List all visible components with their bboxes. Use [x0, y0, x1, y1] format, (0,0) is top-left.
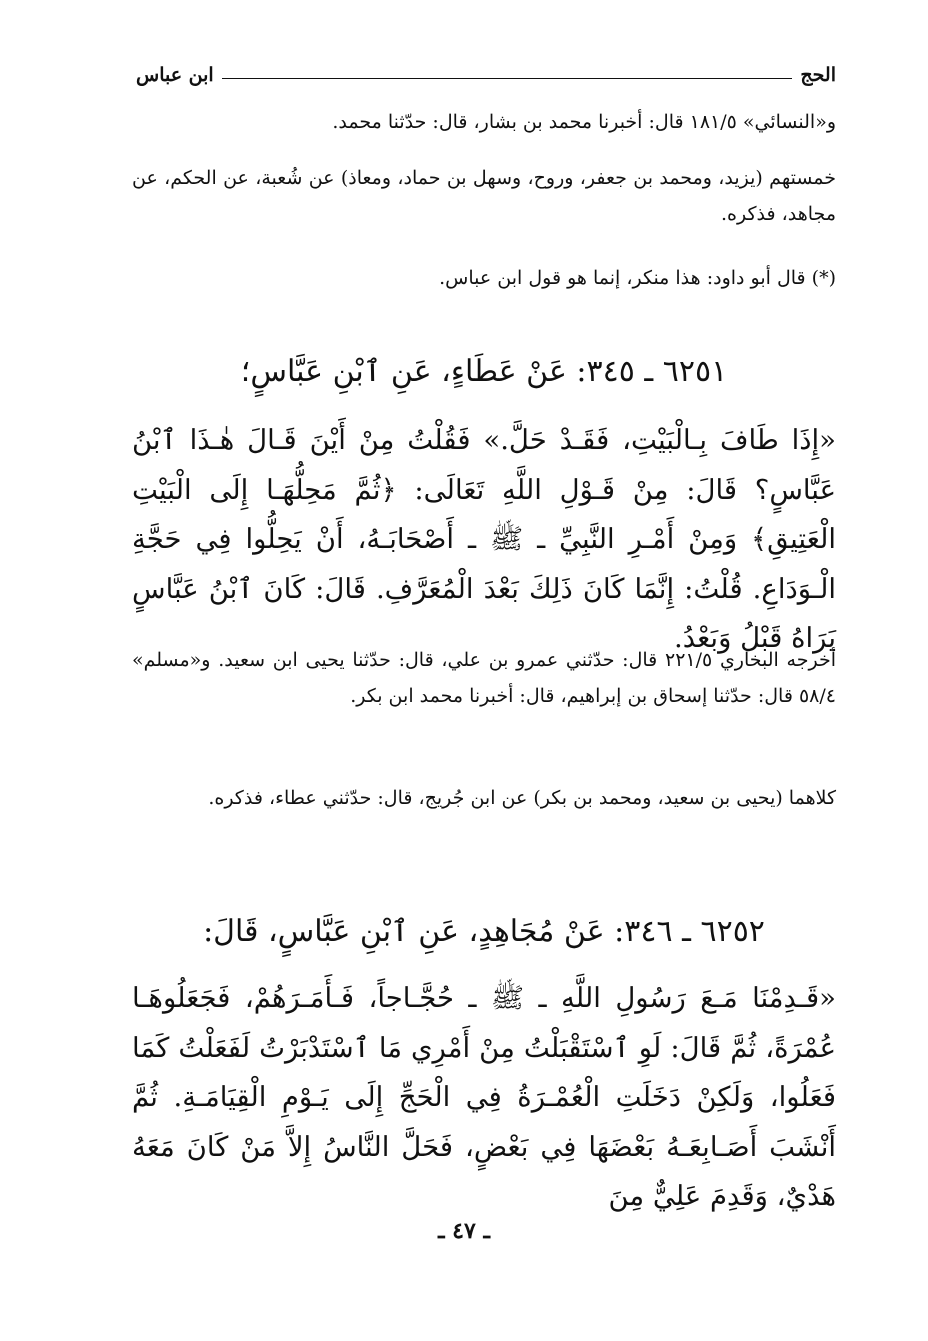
hadith-body: [132, 416, 836, 664]
footnote-nasai: و«النسائي» ١٨١/٥ قال: أخبرنا محمد بن بشار، قال: حدّثنا محمد.: [332, 111, 836, 133]
footnote-line: [132, 104, 836, 140]
footnote-chain-2: كلاهما (يحيى بن سعيد، ومحمد بن بكر) عن ابن جُريج، قال: حدّثني عطاء، فذكره.: [208, 787, 836, 809]
footnote-chain: خمستهم (يزيد، ومحمد بن جعفر، وروح، وسهل بن حماد، ومعاذ) عن شُعبة، عن الحكم، عن مجاهد، فذكره.: [132, 167, 836, 225]
footnote-paragraph: [132, 780, 836, 816]
hadith-body: [132, 974, 836, 1222]
hadith-6252-heading: ٦٢٥٢ ـ ٣٤٦: عَنْ مُجَاهِدٍ، عَنِ ٱبْنِ عَبَّاسٍ، قَالَ:: [203, 914, 765, 949]
hadith-6251-heading: ٦٢٥١ ـ ٣٤٥: عَنْ عَطَاءٍ، عَنِ ٱبْنِ عَبَّاسٍ؛: [240, 354, 728, 389]
footnote-paragraph: [132, 260, 836, 296]
header-subject: ابن عباس: [136, 64, 214, 86]
hadith-heading: [132, 912, 836, 952]
footnote-abu-dawud: (*) قال أبو داود: هذا منكر، إنما هو قول ابن عباس.: [439, 267, 836, 289]
hadith-heading: [132, 352, 836, 392]
hadith-6251-text: «إِذَا طَافَ بِـالْبَيْتِ، فَقَـدْ حَلَّ.» فَقُلْتُ مِنْ أَيْنَ قَـالَ هٰـذَا ٱبْنُ عَبَّاسٍ؟ قَالَ: مِنْ قَـوْلِ اللَّهِ تَعَالَى: ﴿ثُمَّ مَحِلُّهَـا إِلَى الْبَيْتِ الْعَتِيقِ﴾ وَمِنْ أَمْـرِ النَّبِيِّ ـ ﷺ ـ أَصْحَابَـهُ، أَنْ يَحِلُّوا فِي حَجَّةِ الْـوَدَاعِ. قُلْتُ: إِنَّمَا كَانَ ذَلِكَ بَعْدَ الْمُعَرَّفِ. قَالَ: كَانَ ٱبْنُ عَبَّاسٍ يَرَاهُ قَبْلُ وَبَعْدُ.: [132, 424, 836, 654]
footnote-paragraph: [132, 160, 836, 232]
header-rule: [222, 78, 793, 79]
hadith-6252-text: «قَـدِمْنَا مَـعَ رَسُولِ اللَّهِ ـ ﷺ ـ حُجَّـاجاً، فَـأَمَـرَهُمْ، فَجَعَلُوهَـا عُمْرَةً، ثُمَّ قَالَ: لَوِ ٱسْتَقْبَلْتُ مِنْ أَمْرِي مَا ٱسْتَدْبَرْتُ لَفَعَلْتُ كَمَا فَعَلُوا، وَلَكِنْ دَخَلَتِ الْعُمْـرَةُ فِي الْحَجِّ إِلَى يَـوْمِ الْقِيَامَـةِ. ثُمَّ أَنْشَبَ أَصَـابِعَـهُ بَعْضَهَا فِي بَعْضٍ، فَحَلَّ النَّاسُ إِلاَّ مَنْ كَانَ مَعَهُ هَدْيٌ، وَقَدِمَ عَلِيٌّ مِنَ: [132, 982, 836, 1212]
running-header: [136, 60, 836, 90]
footnote-bukhari-muslim: أخرجه البخاري ٢٢١/٥ قال: حدّثني عمرو بن علي، قال: حدّثنا يحيى ابن سعيد. و«مسلم» ٥٨/٤ قال: حدّثنا إسحاق بن إبراهيم، قال: أخبرنا محمد ابن بكر.: [132, 649, 836, 707]
header-chapter: الحج: [800, 64, 836, 86]
page-number: ـ ٤٧ ـ: [438, 1218, 490, 1244]
footnote-paragraph: [132, 642, 836, 714]
